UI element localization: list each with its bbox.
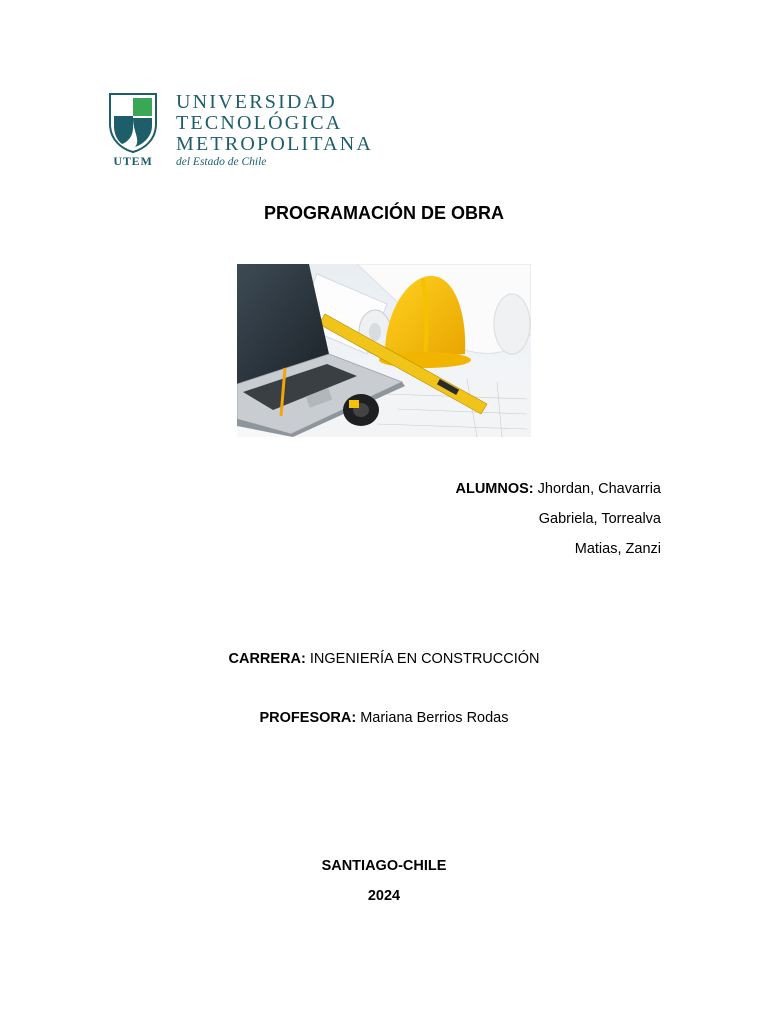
construction-photo — [237, 264, 531, 437]
student-name: Matias, Zanzi — [574, 541, 661, 557]
professor-line — [0, 710, 768, 726]
professor-label: PROFESORA: — [259, 710, 357, 726]
logo-acronym: UTEM — [113, 154, 153, 168]
student-line-1 — [456, 474, 662, 504]
student-name: Gabriela, Torrealva — [538, 511, 661, 527]
document-title: PROGRAMACIÓN DE OBRA — [263, 203, 504, 223]
logo-wordmark — [176, 92, 373, 168]
career-line — [0, 651, 768, 667]
logo-subtitle: del Estado de Chile — [176, 156, 267, 168]
logo-line-2: TECNOLÓGICA — [176, 112, 343, 134]
students-block — [456, 474, 662, 564]
logo-line-1: UNIVERSIDAD — [176, 91, 337, 113]
year: 2024 — [367, 888, 401, 904]
student-name: Jhordan, Chavarria — [537, 481, 661, 497]
career-label: CARRERA: — [228, 651, 306, 667]
career-value: INGENIERÍA EN CONSTRUCCIÓN — [309, 651, 540, 667]
utem-shield-icon — [108, 92, 158, 154]
professor-value: Mariana Berrios Rodas — [360, 710, 509, 726]
logo-line-3: METROPOLITANA — [176, 133, 373, 155]
place: SANTIAGO-CHILE — [321, 858, 447, 874]
university-logo — [108, 92, 380, 172]
students-label: ALUMNOS: — [455, 481, 534, 497]
